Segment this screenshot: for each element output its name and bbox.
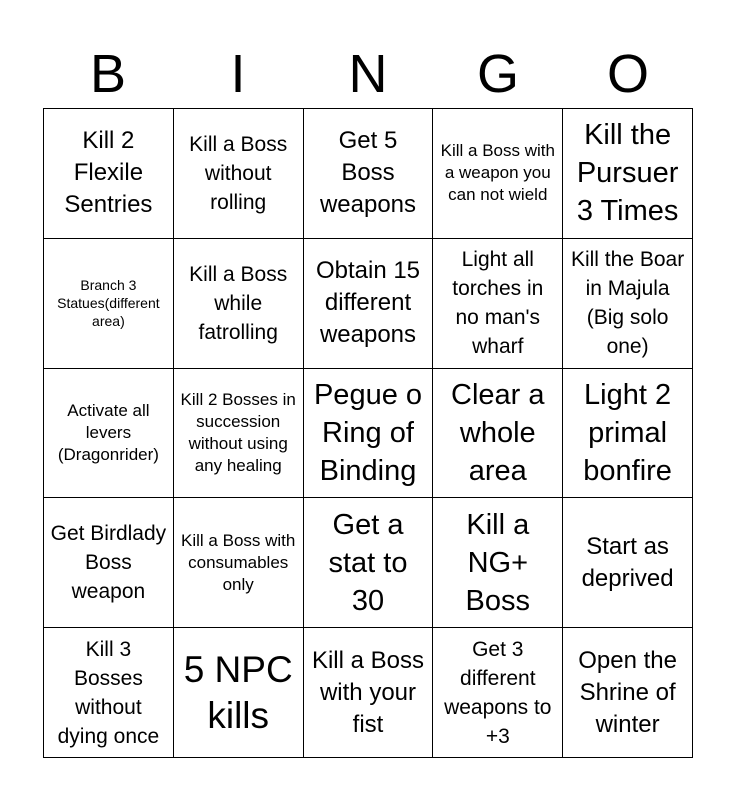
bingo-cell[interactable]: [433, 498, 563, 628]
bingo-cell[interactable]: [44, 109, 174, 239]
cell-label: Kill 3 Bosses without dying once: [57, 637, 160, 748]
cell-label: Get a stat to 30: [328, 508, 408, 617]
bingo-cell[interactable]: [174, 628, 304, 758]
bingo-cell[interactable]: [304, 109, 434, 239]
bingo-cell[interactable]: [563, 239, 693, 369]
bingo-cell[interactable]: [174, 109, 304, 239]
cell-label: Kill a Boss with a weapon you can not wield: [440, 141, 555, 205]
bingo-cell[interactable]: [304, 369, 434, 499]
bingo-cell[interactable]: [304, 239, 434, 369]
cell-label: Kill a Boss while fatrolling: [189, 262, 288, 344]
cell-label: Start as deprived: [581, 532, 674, 592]
cell-label: Obtain 15 different weapons: [315, 257, 421, 349]
bingo-cell[interactable]: [174, 239, 304, 369]
header-letter-g: G: [476, 44, 519, 104]
bingo-cell[interactable]: [44, 628, 174, 758]
cell-label: Open the Shrine of winter: [578, 646, 677, 738]
bingo-cell[interactable]: [433, 239, 563, 369]
bingo-header: [43, 40, 693, 108]
cell-label: Kill a Boss without rolling: [189, 132, 288, 214]
cell-label: Branch 3 Statues(different area): [57, 277, 160, 330]
cell-label: Pegue o Ring of Binding: [313, 378, 423, 487]
cell-label: Activate all levers (Dragonrider): [57, 400, 159, 464]
cell-label: Kill 2 Flexile Sentries: [64, 127, 153, 219]
cell-label: Kill 2 Bosses in succession without using any healing: [180, 389, 296, 475]
bingo-cell[interactable]: [44, 498, 174, 628]
bingo-cell[interactable]: [563, 109, 693, 239]
cell-label: Get 3 different weapons to +3: [444, 637, 552, 748]
bingo-cell[interactable]: [563, 369, 693, 499]
cell-label: Kill the Pursuer 3 Times: [576, 119, 679, 228]
bingo-cell[interactable]: [304, 628, 434, 758]
header-letter-o: O: [606, 44, 649, 104]
bingo-cell[interactable]: [563, 498, 693, 628]
bingo-board: [43, 108, 693, 758]
header-letter-i: I: [230, 44, 246, 104]
cell-label: Kill a Boss with your fist: [311, 646, 425, 738]
cell-label: Kill a NG+ Boss: [465, 508, 531, 617]
cell-label: Get Birdlady Boss weapon: [50, 522, 167, 604]
bingo-cell[interactable]: [433, 109, 563, 239]
cell-label: Clear a whole area: [451, 378, 545, 487]
bingo-cell[interactable]: [563, 628, 693, 758]
cell-label: Kill a Boss with consumables only: [181, 530, 296, 594]
header-letter-b: B: [89, 44, 127, 104]
cell-label: Get 5 Boss weapons: [319, 127, 417, 219]
bingo-cell[interactable]: [44, 369, 174, 499]
bingo-cell[interactable]: [174, 369, 304, 499]
bingo-cell[interactable]: [433, 369, 563, 499]
bingo-cell[interactable]: [304, 498, 434, 628]
bingo-cell[interactable]: [433, 628, 563, 758]
cell-label: 5 NPC kills: [183, 648, 293, 736]
header-letter-n: N: [348, 44, 388, 104]
cell-label: Light 2 primal bonfire: [583, 378, 672, 487]
bingo-cell[interactable]: [44, 239, 174, 369]
cell-label: Kill the Boar in Majula (Big solo one): [570, 248, 685, 359]
cell-label: Light all torches in no man's wharf: [452, 248, 544, 359]
bingo-cell[interactable]: [174, 498, 304, 628]
